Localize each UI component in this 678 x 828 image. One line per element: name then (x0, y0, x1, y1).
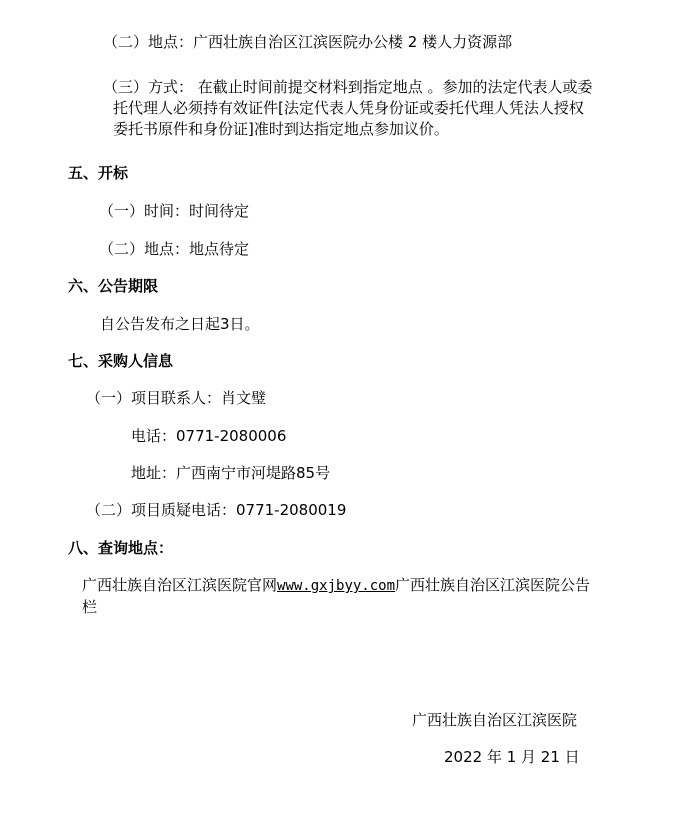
contact-person-item: （一）项目联系人：肖文璧 (86, 389, 267, 407)
method-line-1: （三）方式： 在截止时间前提交材料到指定地点 。参加的法定代表人或委 (103, 78, 593, 96)
contact-phone: 电话：0771-2080006 (131, 427, 287, 445)
section-7-heading: 七、采购人信息 (68, 352, 174, 370)
opening-location-item: （二）地点：地点待定 (99, 240, 250, 258)
query-location-line-1 (82, 574, 590, 597)
query-location-line-2: 栏 (82, 598, 98, 616)
method-line-3: 委托书原件和身份证]准时到达指定地点参加议价。 (113, 120, 449, 138)
section-8-heading: 八、查询地点： (68, 539, 174, 557)
notice-period-text: 自公告发布之日起3日。 (100, 315, 260, 333)
hospital-website-link[interactable]: www.gxjbyy.com (277, 578, 396, 594)
contact-address: 地址：广西南宁市河堤路85号 (131, 464, 331, 482)
section-6-heading: 六、公告期限 (68, 277, 159, 295)
query-phone-item: （二）项目质疑电话：0771-2080019 (86, 501, 347, 519)
query-location-prefix: 广西壮族自治区江滨医院官网 (82, 576, 278, 594)
location-item: （二）地点：广西壮族自治区江滨医院办公楼 2 楼人力资源部 (103, 33, 513, 51)
query-location-suffix: 广西壮族自治区江滨医院公告 (395, 576, 591, 594)
section-5-heading: 五、开标 (68, 164, 129, 182)
opening-time-item: （一）时间：时间待定 (99, 202, 250, 220)
signature-date: 2022 年 1 月 21 日 (444, 748, 580, 766)
method-line-2: 托代理人必须持有效证件[法定代表人凭身份证或委托代理人凭法人授权 (113, 99, 584, 117)
signature-organization: 广西壮族自治区江滨医院 (412, 711, 578, 729)
